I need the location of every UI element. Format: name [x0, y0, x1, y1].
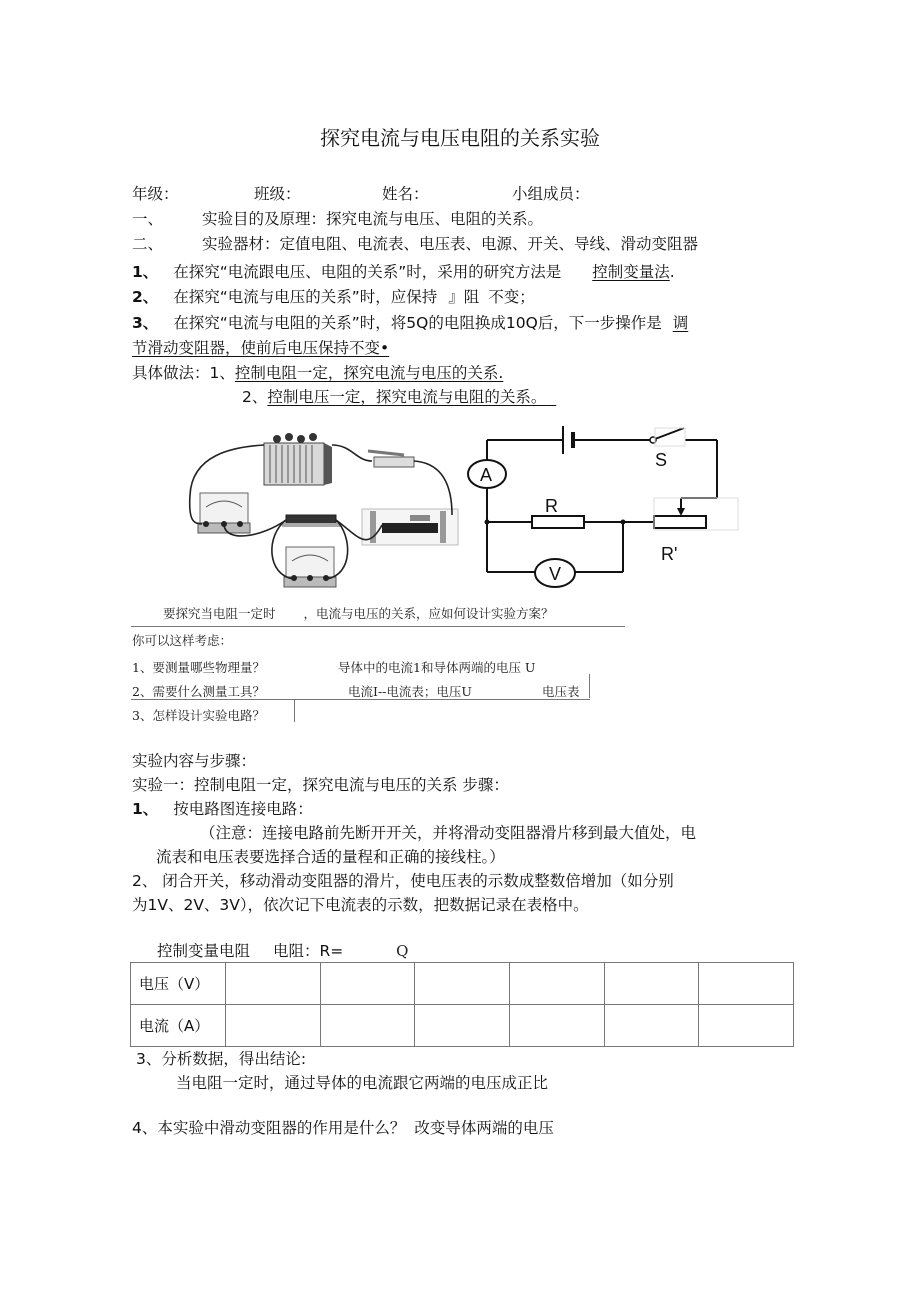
- table-caption-b: 电阻：R=: [272, 942, 344, 960]
- row-label-current: 电流（A）: [131, 1005, 226, 1047]
- design-q1: 1、要测量哪些物理量？: [132, 660, 265, 675]
- design-q3: 3、怎样设计实验电路？: [132, 708, 265, 723]
- page-title: 探究电流与电压电阻的关系实验: [320, 126, 600, 150]
- design-heading-b: ，电流与电压的关系，应如何设计实验方案？: [303, 606, 554, 621]
- design-a2-b: 电压表: [542, 684, 580, 699]
- grade-label: 年级：: [132, 185, 179, 203]
- step-4-answer: 改变导体两端的电压: [414, 1119, 554, 1137]
- rheostat-symbol-icon: [654, 516, 706, 528]
- table-cell[interactable]: [509, 1005, 604, 1047]
- switch-label: S: [655, 450, 668, 470]
- table-cell[interactable]: [225, 1005, 320, 1047]
- design-a2: 电流I--电流表；电压U: [348, 684, 472, 699]
- step-3-heading: 3、分析数据，得出结论:: [136, 1050, 307, 1068]
- design-a1: 导体中的电流1和导体两端的电压 U: [338, 660, 536, 675]
- question-3-number: 3、: [132, 314, 159, 332]
- question-2-number: 2、: [132, 288, 159, 306]
- design-q3-border: [294, 700, 295, 722]
- battery-icon: [264, 433, 332, 485]
- switch-symbol-icon: [650, 428, 685, 446]
- table-row: [131, 963, 794, 1005]
- voltmeter-device-icon: [284, 547, 336, 587]
- apparatus-illustration: [182, 425, 467, 600]
- question-3-text: 在探究“电流与电阻的关系”时，将5Q的电阻换成10Q后，下一步操作是: [173, 314, 662, 332]
- data-table: [130, 962, 794, 1047]
- step-3-answer: 当电阻一定时，通过导体的电流跟它两端的电压成正比: [176, 1074, 549, 1092]
- table-caption-unit: Q: [396, 942, 409, 960]
- class-label: 班级：: [254, 185, 301, 203]
- question-1-end: .: [669, 263, 675, 281]
- section-one-number: 一、: [132, 210, 164, 228]
- step-2-line-1: 2、 闭合开关，移动滑动变阻器的滑片，使电压表的示数成整数倍增加（如分别: [132, 872, 674, 890]
- resistor-symbol-icon: [532, 516, 584, 528]
- rheostat-label: R': [661, 544, 678, 564]
- design-box-right-border: [589, 674, 590, 698]
- method-1-text: 控制电阻一定，探究电流与电压的关系.: [234, 364, 504, 382]
- group-label: 小组成员：: [512, 185, 590, 203]
- question-1-answer: 控制变量法: [592, 263, 670, 281]
- circuit-diagram: [455, 420, 745, 600]
- section-one-text: 实验目的及原理：探究电流与电压、电阻的关系。: [202, 210, 544, 228]
- row-label-voltage: 电压（V）: [131, 963, 226, 1005]
- design-divider: [131, 626, 625, 627]
- question-1-number: 1、: [132, 263, 159, 281]
- note-line-2: 流表和电压表要选择合适的量程和正确的接线柱。）: [156, 848, 505, 866]
- consider-label: 你可以这样考虑：: [132, 633, 233, 648]
- procedure-heading: 实验内容与步骤：: [132, 752, 257, 770]
- question-3-answer-b: 节滑动变阻器，使前后电压保持不变•: [132, 339, 390, 357]
- question-1-text: 在探究“电流跟电压、电阻的关系”时，采用的研究方法是: [173, 263, 562, 281]
- step-1-text: 按电路图连接电路：: [173, 800, 313, 818]
- table-caption-a: 控制变量电阻: [157, 942, 251, 960]
- section-two-text: 实验器材：定值电阻、电流表、电压表、电源、开关、导线、滑动变阻器: [202, 235, 699, 253]
- resistor-device-icon: [282, 515, 340, 527]
- question-2: [132, 287, 535, 307]
- question-3: [132, 313, 688, 333]
- table-cell[interactable]: [415, 963, 510, 1005]
- table-cell[interactable]: [509, 963, 604, 1005]
- table-row: [131, 1005, 794, 1047]
- ammeter-label: A: [480, 465, 493, 485]
- question-1: [132, 262, 675, 282]
- step-2-line-2: 为1V、2V、3V），依次记下电流表的示数，把数据记录在表格中。: [132, 896, 589, 914]
- table-cell[interactable]: [320, 963, 415, 1005]
- method-1: [132, 363, 503, 383]
- method-1-number: 1、: [209, 364, 235, 382]
- battery-symbol-icon: [563, 426, 573, 454]
- name-label: 姓名：: [382, 185, 429, 203]
- method-2: [242, 387, 556, 407]
- table-cell[interactable]: [225, 963, 320, 1005]
- section-two-number: 二、: [132, 235, 164, 253]
- switch-icon: [368, 451, 414, 467]
- note-line-1: （注意：连接电路前先断开开关，并将滑动变阻器滑片移到最大值处，电: [200, 824, 697, 842]
- question-2-text: 在探究“电流与电压的关系”时，应保持: [173, 288, 438, 306]
- question-2-answer: 』阻: [448, 288, 480, 306]
- table-cell[interactable]: [320, 1005, 415, 1047]
- step-1: [132, 799, 313, 819]
- resistor-label: R: [545, 496, 558, 516]
- slider-arrow-icon: [677, 508, 685, 516]
- table-cell[interactable]: [604, 963, 699, 1005]
- step-4-question: 4、本实验中滑动变阻器的作用是什么？: [132, 1119, 406, 1137]
- question-3-answer-a: 调: [672, 314, 689, 332]
- design-q2: 2、需要什么测量工具？: [132, 684, 265, 699]
- rheostat-device-icon: [362, 509, 458, 545]
- methods-label: 具体做法：: [132, 364, 210, 382]
- question-2-end: 不变；: [488, 288, 535, 306]
- table-cell[interactable]: [415, 1005, 510, 1047]
- method-2-text: 控制电压一定，探究电流与电阻的关系。: [267, 388, 547, 406]
- table-cell[interactable]: [604, 1005, 699, 1047]
- design-row-divider: [131, 699, 590, 700]
- voltmeter-label: V: [549, 564, 562, 584]
- step-1-number: 1、: [132, 800, 159, 818]
- step-4: [132, 1118, 554, 1138]
- design-heading: [163, 604, 554, 622]
- design-heading-a: 要探究当电阻一定时: [163, 606, 276, 621]
- method-2-number: 2、: [242, 388, 268, 406]
- table-cell[interactable]: [699, 1005, 794, 1047]
- table-caption: [157, 941, 408, 961]
- experiment-1-heading: 实验一：控制电阻一定，探究电流与电压的关系 步骤：: [132, 776, 509, 794]
- table-cell[interactable]: [699, 963, 794, 1005]
